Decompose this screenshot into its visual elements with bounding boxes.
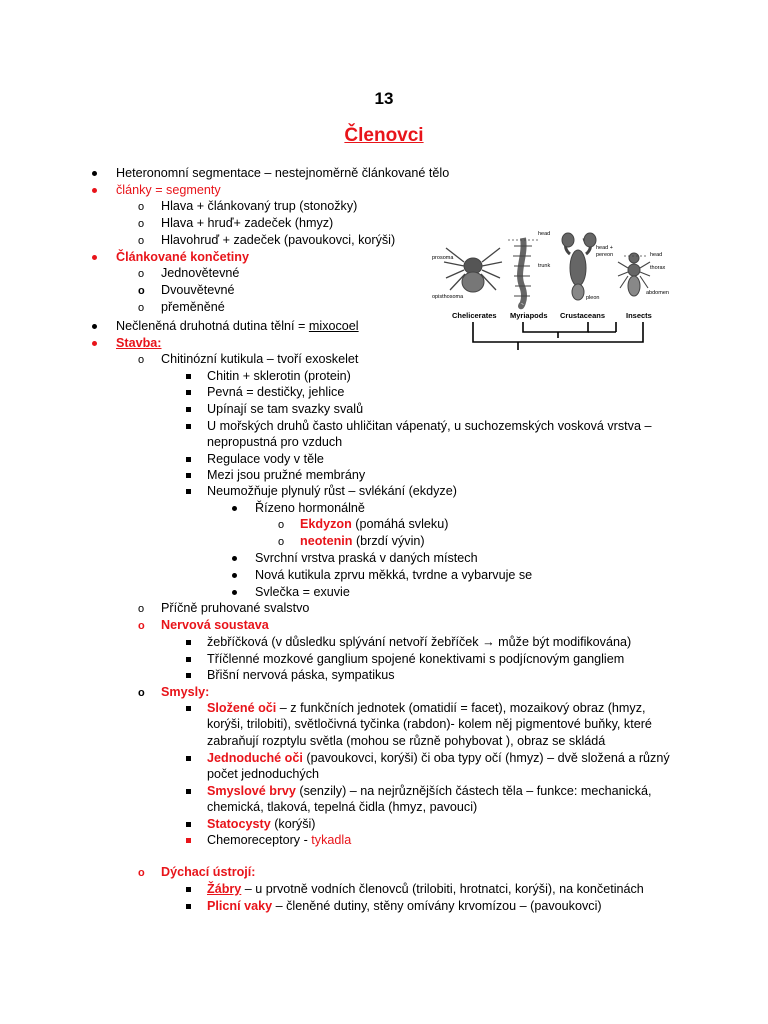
note-line <box>161 351 358 367</box>
note-line <box>300 516 448 532</box>
note-text: Statocysty <box>207 817 271 831</box>
note-line <box>207 783 652 799</box>
note-line <box>207 384 344 400</box>
group-myriapods: Myriapods <box>510 311 548 320</box>
note-text: – z funkčních jednotek (omatidií = facet), mozaikový obraz (hmyz, <box>276 701 646 715</box>
group-crustaceans: Crustaceans <box>560 311 606 320</box>
note-text: Chemoreceptory - <box>207 833 312 847</box>
note-text: Hlava + článkovaný trup (stonožky) <box>161 199 358 213</box>
arthropod-phylogeny-figure <box>418 226 669 354</box>
note-line <box>255 584 350 600</box>
label-pleon: pleon <box>586 295 600 301</box>
label-pereon: pereon <box>596 252 614 258</box>
note-line <box>207 799 477 815</box>
note-text: Dýchací ústrojí: <box>161 865 256 879</box>
note-text: nepropustná pro vzduch <box>207 435 343 449</box>
note-line <box>161 282 235 298</box>
phylogeny-tree <box>473 322 643 350</box>
note-text: Svlečka = exuvie <box>255 585 350 599</box>
arthropod-diagram <box>418 226 669 354</box>
note-line <box>207 634 631 650</box>
page-number: 13 <box>374 89 394 108</box>
note-line <box>207 483 457 499</box>
note-line <box>207 667 395 683</box>
note-line <box>161 684 209 700</box>
note-text: Jednoduché oči <box>207 751 303 765</box>
label-trunk: trunk <box>538 263 551 269</box>
note-line <box>116 318 359 334</box>
note-line <box>207 700 646 716</box>
note-text: Mezi jsou pružné membrány <box>207 468 366 482</box>
label-head-insect: head <box>650 252 663 258</box>
note-line <box>207 368 351 384</box>
note-line <box>116 165 449 181</box>
note-text: Smysly: <box>161 685 210 699</box>
note-text: žebříčková (v důsledku splývání netvoří žebříček → může být modifikována) <box>207 635 632 649</box>
note-text: Plicní vaky <box>207 899 273 913</box>
note-text: mixocoel <box>308 319 359 333</box>
note-line <box>161 232 395 248</box>
note-line <box>207 434 342 450</box>
note-text: Dvouvětevné <box>161 283 235 297</box>
note-text: Regulace vody v těle <box>207 452 324 466</box>
note-text: Stavba: <box>116 336 162 350</box>
note-text: Hlavohruď + zadeček (pavoukovci, korýši) <box>161 233 396 247</box>
note-text: Žábry <box>207 882 242 896</box>
note-line <box>255 550 478 566</box>
note-line <box>161 198 357 214</box>
note-text: Pevná = destičky, jehlice <box>207 385 345 399</box>
note-line <box>207 716 652 732</box>
note-line <box>116 182 221 198</box>
note-line <box>161 215 333 231</box>
note-text: (brzdí vývin) <box>352 534 425 548</box>
label-prosoma: prosoma <box>432 255 454 261</box>
note-line <box>207 733 605 749</box>
note-line <box>207 766 319 782</box>
note-text: U mořských druhů často uhličitan vápenatý, u suchozemských vosková vrstva – <box>207 419 652 433</box>
note-text: Řízeno hormonálně <box>255 501 365 515</box>
note-line <box>207 881 644 897</box>
note-text: neotenin <box>300 534 353 548</box>
page-title: Členovci <box>344 125 424 146</box>
note-line <box>207 451 324 467</box>
note-line <box>207 816 315 832</box>
note-text: počet jednoduchých <box>207 767 320 781</box>
note-text: Břišní nervová páska, sympatikus <box>207 668 395 682</box>
note-line <box>255 500 365 516</box>
note-line <box>207 418 651 434</box>
label-head-myriapod: head <box>538 231 551 237</box>
note-text: Smyslové brvy <box>207 784 296 798</box>
note-line <box>161 617 269 633</box>
note-text: (pavoukovci, korýši) či oba typy očí (hmyz) – dvě složená a různý <box>302 751 670 765</box>
note-text: Nová kutikula zprvu měkká, tvrdne a vybarvuje se <box>255 568 533 582</box>
note-text: zabraňují rozptylu světla (mohou se různě pohybovat ), obraz se skládá <box>207 734 606 748</box>
note-text: Heteronomní segmentace – nestejnoměrně článkované tělo <box>116 166 450 180</box>
note-line <box>161 299 225 315</box>
note-text: Příčně pruhované svalstvo <box>161 601 310 615</box>
note-text: Upínají se tam svazky svalů <box>207 402 364 416</box>
note-text: tykadla <box>311 833 352 847</box>
note-line <box>300 533 425 549</box>
note-text: – u prvotně vodních členovců (trilobiti, hrotnatci, korýši), na končetinách <box>241 882 644 896</box>
note-text: korýši, trilobiti), světločivná tyčinka (rabdon)- kolem něj pigmentové buňky, které <box>207 717 652 731</box>
note-line <box>116 335 162 351</box>
note-line <box>207 467 365 483</box>
label-head-pereon: head + <box>596 245 613 251</box>
note-text: – členěné dutiny, stěny omívány krvomízou – (pavoukovci) <box>272 899 602 913</box>
note-text: Jednovětevné <box>161 266 240 280</box>
label-abdomen: abdomen <box>646 290 669 296</box>
note-text: Chitin + sklerotin (protein) <box>207 369 351 383</box>
note-text: Neumožňuje plynulý růst – svlékání (ekdyze) <box>207 484 457 498</box>
note-text: Svrchní vrstva praská v daných místech <box>255 551 478 565</box>
note-text: Nervová soustava <box>161 618 269 632</box>
note-line <box>207 651 624 667</box>
note-line <box>161 265 239 281</box>
group-insects: Insects <box>626 311 652 320</box>
note-line <box>207 832 351 848</box>
note-text: Nečleněná druhotná dutina tělní = <box>116 319 309 333</box>
group-chelicerates: Chelicerates <box>452 311 497 320</box>
note-line <box>207 401 363 417</box>
note-line <box>161 864 255 880</box>
note-text: (korýši) <box>270 817 316 831</box>
note-text: (senzily) – na nejrůznějších částech těla – funkce: mechanická, <box>295 784 652 798</box>
note-line <box>207 750 670 766</box>
note-text: Článkované končetiny <box>116 250 249 264</box>
note-text: Hlava + hruď+ zadeček (hmyz) <box>161 216 334 230</box>
note-line <box>207 898 602 914</box>
note-line <box>116 249 249 265</box>
note-text: Složené oči <box>207 701 277 715</box>
note-text: (pomáhá svleku) <box>351 517 449 531</box>
note-text: články = segmenty <box>116 183 221 197</box>
note-text: Tříčlenné mozkové ganglium spojené konektivami s podjícnovým gangliem <box>207 652 625 666</box>
note-text: Ekdyzon <box>300 517 352 531</box>
crayfish-illustration <box>562 233 596 300</box>
note-text: Chitinózní kutikula – tvoří exoskelet <box>161 352 359 366</box>
label-thorax: thorax <box>650 265 666 271</box>
note-text: přeměněné <box>161 300 225 314</box>
millipede-illustration <box>508 238 538 306</box>
note-text: chemická, tlaková, tepelná čidla (hmyz, pavouci) <box>207 800 478 814</box>
note-line <box>161 600 309 616</box>
note-line <box>255 567 532 583</box>
label-opisthosoma: opisthosoma <box>432 294 464 300</box>
